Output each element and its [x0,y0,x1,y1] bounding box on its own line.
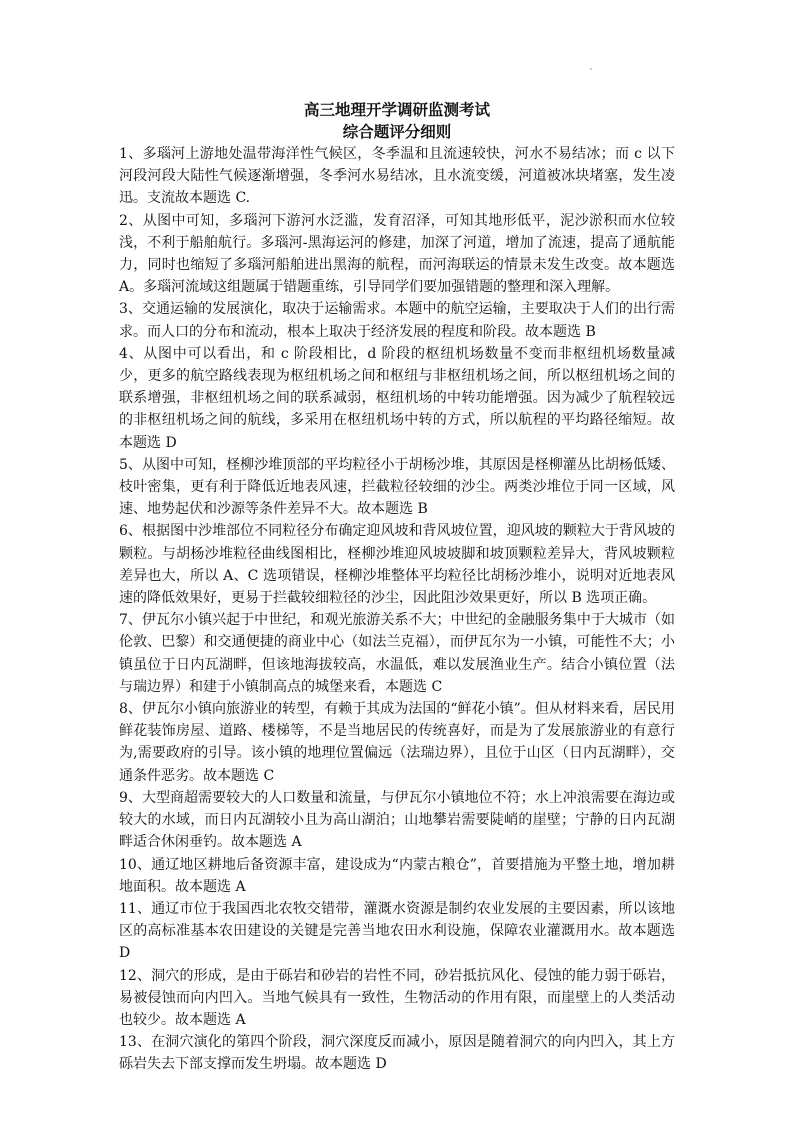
answer-item-9: 9、大型商超需要较大的人口数量和流量，与伊瓦尔小镇地位不符；水上冲浪需要在海边或较大的水域，而日内瓦湖较小且为高山湖泊；山地攀岩需要陡峭的崖壁；宁静的日内瓦湖畔适合休闲垂钓。故本题选 A [119,789,675,851]
answer-item-11: 11、通辽市位于我国西北农牧交错带，灌溉水资源是制约农业发展的主要因素，所以该地区的高标准基本农田建设的关键是完善当地农田水利设施，保障农业灌溉用水。故本题选 D [119,900,675,962]
page-mark [590,68,592,70]
answer-item-1: 1、多瑙河上游地处温带海洋性气候区，冬季温和且流速较快，河水不易结冰；而 c 以下河段河段大陆性气候逐渐增强，冬季河水易结冰，且水流变缓，河道被冰块堵塞，发生凌迅。支流故本题选 C. [119,146,675,207]
answer-item-2: 2、从图中可知，多瑙河下游河水泛滥，发育沼泽，可知其地形低平，泥沙淤积而水位较浅，不利于船舶航行。多瑙河-黑海运河的修建，加深了河道，增加了流速，提高了通航能力，同时也缩短了多瑙河船舶进出黑海的航程，而河海联运的情景未发生改变。故本题选 A。多瑙河流域这组题属于错题重练，引导同学们要加强错题的整理和深入理解。 [119,212,675,296]
answer-item-8: 8、伊瓦尔小镇向旅游业的转型，有赖于其成为法国的“鲜花小镇”。但从材料来看，居民用鲜花装饰房屋、道路、楼梯等，不是当地居民的传统喜好，而是为了发展旅游业的有意行为,需要政府的引导。该小镇的地理位置偏远（法瑞边界），且位于山区（日内瓦湖畔），交通条件恶劣。故本题选 C [119,701,675,784]
answer-item-5: 5、从图中可知，柽柳沙堆顶部的平均粒径小于胡杨沙堆，其原因是柽柳灌丛比胡杨低矮、枝叶密集，更有利于降低近地表风速，拦截粒径较细的沙尘。两类沙堆位于同一区域，风速、地势起伏和沙源等条件差异不大。故本题选 B [119,456,675,518]
answer-item-4: 4、从图中可以看出，和 c 阶段相比，d 阶段的枢纽机场数量不变而非枢纽机场数量减少，更多的航空路线表现为枢纽机场之间和枢纽与非枢纽机场之间，所以枢纽机场之间的联系增强，非枢纽机场之间的联系减弱，枢纽机场的中转功能增强。因为减少了航程较远的非枢纽机场之间的航线，多采用在枢纽机场中转的方式，所以航程的平均路径缩短。故本题选 D [119,345,675,451]
answer-item-3: 3、交通运输的发展演化，取决于运输需求。本题中的航空运输，主要取决于人们的出行需求。而人口的分布和流动，根本上取决于经济发展的程度和阶段。故本题选 B [119,301,675,340]
answer-item-7: 7、伊瓦尔小镇兴起于中世纪，和观光旅游关系不大；中世纪的金融服务集中于大城市（如伦敦、巴黎）和交通便捷的商业中心（如法兰克福），而伊瓦尔为一小镇，可能性不大；小镇虽位于日内瓦湖畔，但该地海拔较高，水温低，难以发展渔业生产。结合小镇位置（法与瑞边界）和建于小镇制高点的城堡来看，本题选 C [119,612,675,695]
answer-item-10: 10、通辽地区耕地后备资源丰富，建设成为“内蒙古粮仓”，首要措施为平整土地，增加耕地面积。故本题选 A [119,856,675,895]
document-title: 高三地理开学调研监测考试 [303,101,490,119]
document-header [0,99,794,143]
answer-item-12: 12、洞穴的形成，是由于砾岩和砂岩的岩性不同，砂岩抵抗风化、侵蚀的能力弱于砾岩，易被侵蚀而向内凹入。当地气候具有一致性，生物活动的作用有限，而崖壁上的人类活动也较少。故本题选 A [119,967,675,1028]
answer-list [119,143,675,1076]
answer-item-13: 13、在洞穴演化的第四个阶段，洞穴深度反而减小，原因是随着洞穴的向内凹入，其上方砾岩失去下部支撑而发生坍塌。故本题选 D [119,1034,675,1073]
document-subtitle: 综合题评分细则 [342,123,452,141]
answer-item-6: 6、根据图中沙堆部位不同粒径分布确定迎风坡和背风坡位置，迎风坡的颗粒大于背风坡的颗粒。与胡杨沙堆粒径曲线图相比，柽柳沙堆迎风坡坡脚和坡顶颗粒差异大，背风坡颗粒差异也大，所以 A、C 选项错误，柽柳沙堆整体平均粒径比胡杨沙堆小，说明对近地表风速的降低效果好，更易于拦截较细粒径的沙尘，因此阻沙效果更好，所以 B 选项正确。 [119,523,675,607]
